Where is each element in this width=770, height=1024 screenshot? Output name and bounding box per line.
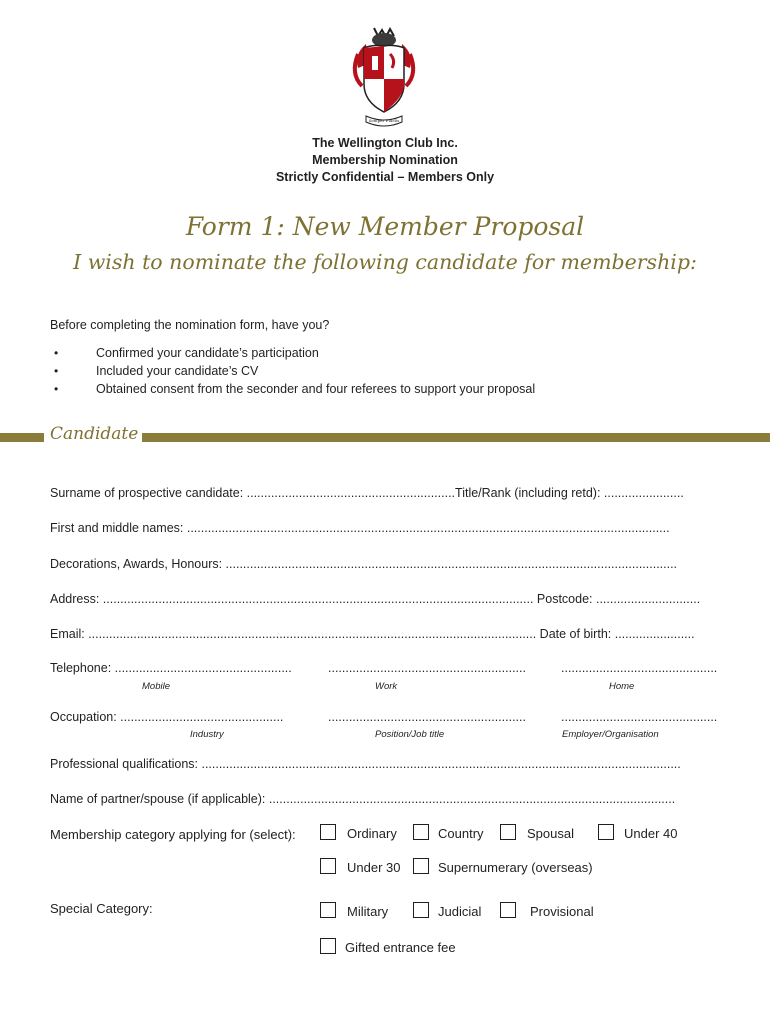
surname-title-field[interactable]: Surname of prospective candidate: ............................................................Title/Rank (including retd): ....................... <box>50 486 684 500</box>
country-checkbox[interactable] <box>413 824 429 840</box>
judicial-checkbox[interactable] <box>413 902 429 918</box>
special-category-label: Special Category: <box>50 901 153 916</box>
email-dob-field[interactable]: Email: ................................................................................................................................. Date of birth: ....................... <box>50 627 695 641</box>
under-40-checkbox[interactable] <box>598 824 614 840</box>
telephone-mobile-caption: Mobile <box>142 681 170 692</box>
under-40-label: Under 40 <box>624 826 678 841</box>
under-30-checkbox[interactable] <box>320 858 336 874</box>
address-postcode-field[interactable]: Address: ............................................................................................................................ Postcode: .............................. <box>50 592 701 606</box>
form-purpose: Membership Nomination <box>312 153 458 167</box>
gifted-entrance-fee-label: Gifted entrance fee <box>345 940 456 955</box>
provisional-checkbox[interactable] <box>500 902 516 918</box>
first-names-field[interactable]: First and middle names: ........................................................................................................................................... <box>50 521 670 535</box>
supernumerary-checkbox[interactable] <box>413 858 429 874</box>
ordinary-checkbox[interactable] <box>320 824 336 840</box>
occupation-industry-caption: Industry <box>190 729 224 740</box>
section-divider-right <box>127 433 770 442</box>
ordinary-label: Ordinary <box>347 826 397 841</box>
bullet-icon: • <box>54 346 59 360</box>
country-label: Country <box>438 826 484 841</box>
telephone-home-field[interactable]: ............................................. <box>561 661 718 675</box>
svg-text:Semper Fidelis: Semper Fidelis <box>368 118 400 123</box>
form-title: Form 1: New Member Proposal <box>185 212 585 241</box>
section-divider-left <box>0 433 44 442</box>
checklist-item: Confirmed your candidate’s participation <box>96 346 319 360</box>
spousal-checkbox[interactable] <box>500 824 516 840</box>
membership-category-label: Membership category applying for (select): <box>50 827 296 842</box>
bullet-icon: • <box>54 382 59 396</box>
occupation-employer-field[interactable]: ............................................. <box>561 710 718 724</box>
telephone-home-caption: Home <box>609 681 635 692</box>
telephone-work-caption: Work <box>375 681 398 692</box>
confidential-notice: Strictly Confidential – Members Only <box>275 170 495 184</box>
club-crest-logo <box>344 24 424 134</box>
checklist-item: Obtained consent from the seconder and four referees to support your proposal <box>96 382 536 396</box>
occupation-position-caption: Position/Job title <box>375 729 445 740</box>
intro-question: Before completing the nomination form, have you? <box>50 318 330 332</box>
gifted-entrance-fee-checkbox[interactable] <box>320 938 336 954</box>
bullet-icon: • <box>54 364 59 378</box>
form-subtitle: I wish to nominate the following candidate for membership: <box>73 250 697 274</box>
judicial-label: Judicial <box>438 904 482 919</box>
partner-field[interactable]: Name of partner/spouse (if applicable): ..................................................................................................................... <box>50 792 676 806</box>
supernumerary-label: Supernumerary (overseas) <box>438 860 593 875</box>
under-30-label: Under 30 <box>347 860 401 875</box>
checklist-item: Included your candidate’s CV <box>96 364 259 378</box>
military-checkbox[interactable] <box>320 902 336 918</box>
occupation-industry-field[interactable]: Occupation: ............................................... <box>50 710 284 724</box>
club-name: The Wellington Club Inc. <box>312 136 458 150</box>
spousal-label: Spousal <box>527 826 574 841</box>
qualifications-field[interactable]: Professional qualifications: .......................................................................................................................................... <box>50 757 681 771</box>
occupation-position-field[interactable]: ......................................................... <box>328 710 526 724</box>
section-title-candidate: Candidate <box>46 424 142 444</box>
military-label: Military <box>347 904 389 919</box>
telephone-work-field[interactable]: ......................................................... <box>328 661 526 675</box>
occupation-employer-caption: Employer/Organisation <box>562 729 659 740</box>
decorations-field[interactable]: Decorations, Awards, Honours: .................................................................................................................................. <box>50 557 678 571</box>
provisional-label: Provisional <box>530 904 594 919</box>
telephone-mobile-field[interactable]: Telephone: ................................................... <box>50 661 292 675</box>
